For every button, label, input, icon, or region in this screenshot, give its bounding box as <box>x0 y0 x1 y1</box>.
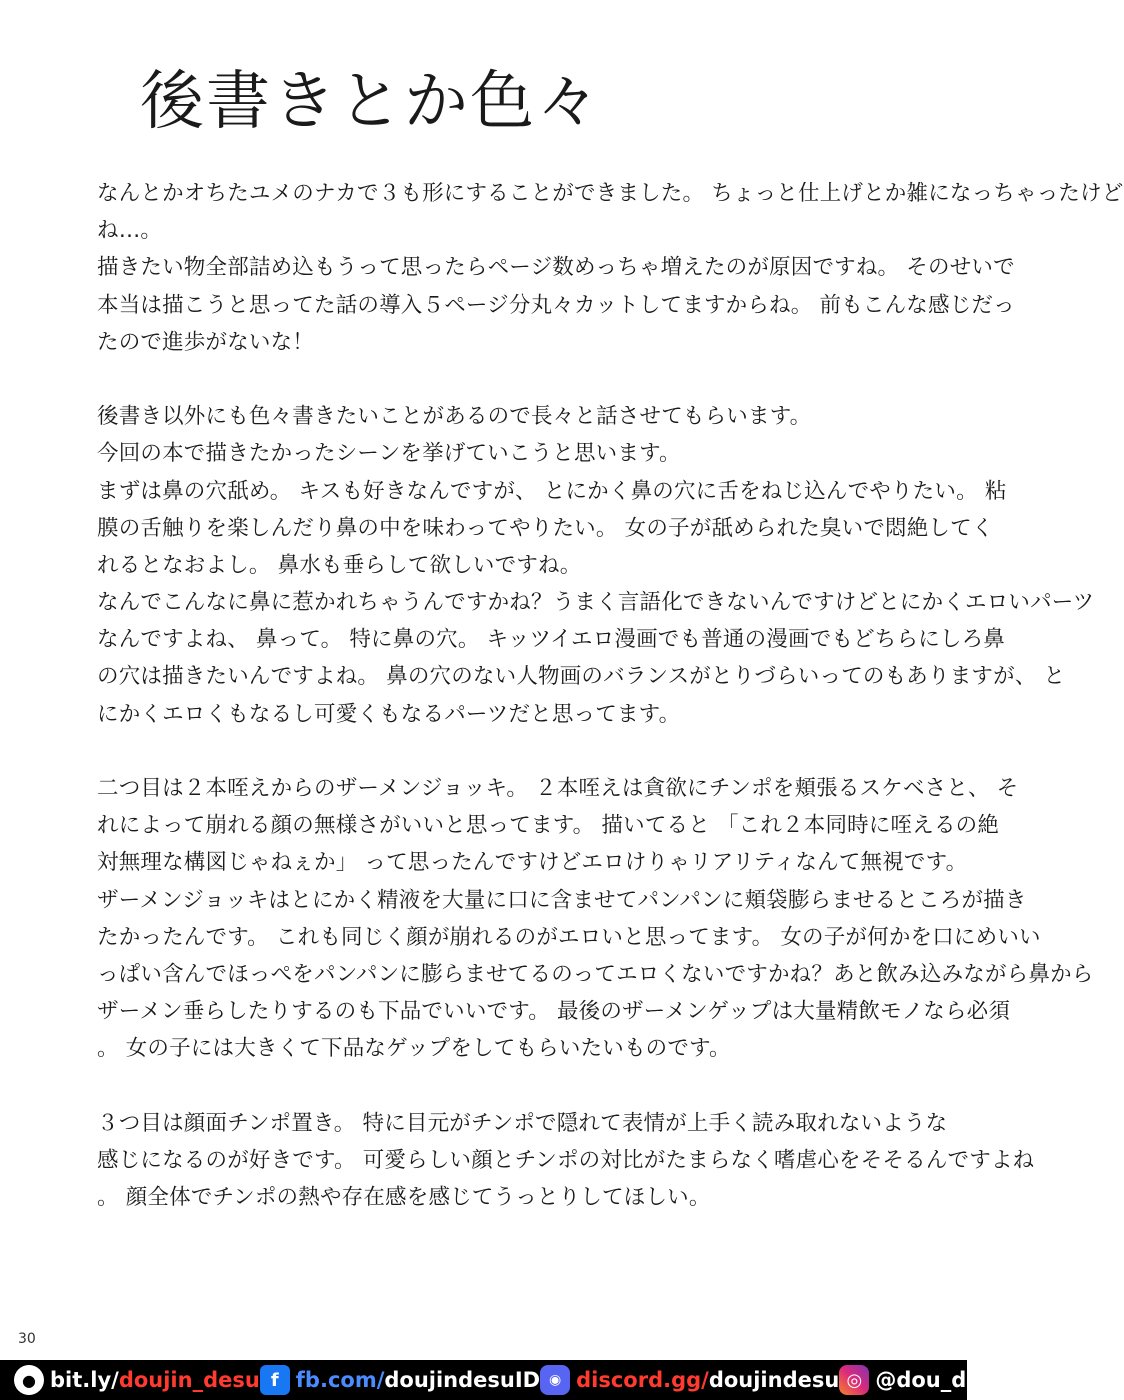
discord-icon: ◉ <box>540 1365 570 1395</box>
text-line: 本当は描こうと思ってた話の導入５ページ分丸々カットしてますからね。 前もこんな感じだっ <box>97 292 1015 318</box>
discord-link[interactable] <box>540 1365 839 1395</box>
text-line: 二つ目は２本咥えからのザーメンジョッキ。 ２本咥えは貪欲にチンポを頬張るスケベさと、 そ <box>97 776 1019 801</box>
facebook-link[interactable] <box>260 1365 540 1395</box>
text-line: たかったんです。 これも同じく顔が崩れるのがエロいと思ってます。 女の子が何かを口にめいい <box>97 924 1041 950</box>
text-line: たので進歩がないな！ <box>97 329 315 355</box>
text-line: なんでこんなに鼻に惹かれちゃうんですかね？うまく言語化できないんですけどとにかくエロいパーツ <box>97 590 1095 616</box>
instagram-icon: ◎ <box>839 1365 869 1395</box>
text-line: の穴は描きたいんですよね。 鼻の穴のない人物画のバランスがとりづらいってのもありますが、 と <box>97 664 1066 690</box>
text-line: れるとなおよし。 鼻水も垂らして欲しいですね。 <box>97 552 582 578</box>
text-line: っぱい含んでほっぺをパンパンに膨らませてるのってエロくないですかね？あと飲み込みながら鼻から <box>97 961 1094 987</box>
bitly-prefix: bit.ly/ <box>50 1368 119 1392</box>
text-line: 対無理な構図じゃねぇか」 って思ったんですけどエロけりゃリアリティなんて無視です。 <box>97 850 968 876</box>
footer-bar <box>0 1360 1008 1400</box>
text-line: 感じになるのが好きです。 可愛らしい顔とチンポの対比がたまらなく嗜虐心をそそるんですよね <box>97 1147 1035 1173</box>
page-title: 後書きとか色々 <box>140 65 602 139</box>
paragraph-gap <box>97 733 907 770</box>
discord-prefix: discord.gg/ <box>576 1368 709 1392</box>
text-line: なんとかオちたユメのナカで３も形にすることができました。 ちょっと仕上げとか雑になっちゃったけど <box>97 181 1124 206</box>
text-line: ３つ目は顔面チンポ置き。 特に目元がチンポで隠れて表情が上手く読み取れないような <box>97 1110 948 1136</box>
text-line: 今回の本で描きたかったシーンを挙げていこうと思います。 <box>97 441 681 467</box>
ig-handle: @dou_desu <box>875 1368 1008 1392</box>
instagram-link[interactable] <box>839 1365 1008 1395</box>
text-line: 後書き以外にも色々書きたいことがあるので長々と話させてもらいます。 <box>97 404 812 430</box>
text-line: ザーメン垂らしたりするのも下品でいいです。 最後のザーメンゲップは大量精飲モノなら必須 <box>97 999 1011 1025</box>
text-line: にかくエロくもなるし可愛くもなるパーツだと思ってます。 <box>97 701 681 727</box>
panda-icon: ● <box>14 1365 44 1395</box>
afterword-body <box>97 175 1124 1216</box>
text-line: ザーメンジョッキはとにかく精液を大量に口に含ませてパンパンに頬袋膨らませるところが描き <box>97 887 1027 913</box>
paragraph-gap <box>97 361 907 398</box>
bitly-link[interactable] <box>14 1365 260 1395</box>
text-line: 。 顔全体でチンポの熱や存在感を感じてうっとりしてほしい。 <box>97 1185 711 1211</box>
text-line: まずは鼻の穴舐め。 キスも好きなんですが、 とにかく鼻の穴に舌をねじ込んでやりたい。 粘 <box>97 478 1007 504</box>
fb-handle: doujindesuID <box>384 1368 541 1392</box>
fb-prefix: fb.com/ <box>295 1368 385 1392</box>
text-line: なんですよね、 鼻って。 特に鼻の穴。 キッツイエロ漫画でも普通の漫画でもどちらにしろ鼻 <box>97 627 1006 653</box>
text-line: ね…。 <box>97 218 163 244</box>
discord-handle: doujindesu <box>708 1368 840 1392</box>
page-number: 30 <box>18 1331 36 1347</box>
text-line: 。 女の子には大きくて下品なゲップをしてもらいたいものです。 <box>97 1036 731 1062</box>
paragraph-gap <box>97 1068 907 1105</box>
text-line: れによって崩れる顔の無様さがいいと思ってます。 描いてると 「これ２本同時に咥えるの絶 <box>97 813 1000 839</box>
text-line: 描きたい物全部詰め込もうって思ったらページ数めっちゃ増えたのが原因ですね。 そのせいで <box>97 255 1015 281</box>
bitly-handle: doujin_desu <box>118 1368 260 1392</box>
text-line: 膜の舌触りを楽しんだり鼻の中を味わってやりたい。 女の子が舐められた臭いで悶絶してく <box>97 515 994 541</box>
facebook-icon: f <box>260 1365 290 1395</box>
